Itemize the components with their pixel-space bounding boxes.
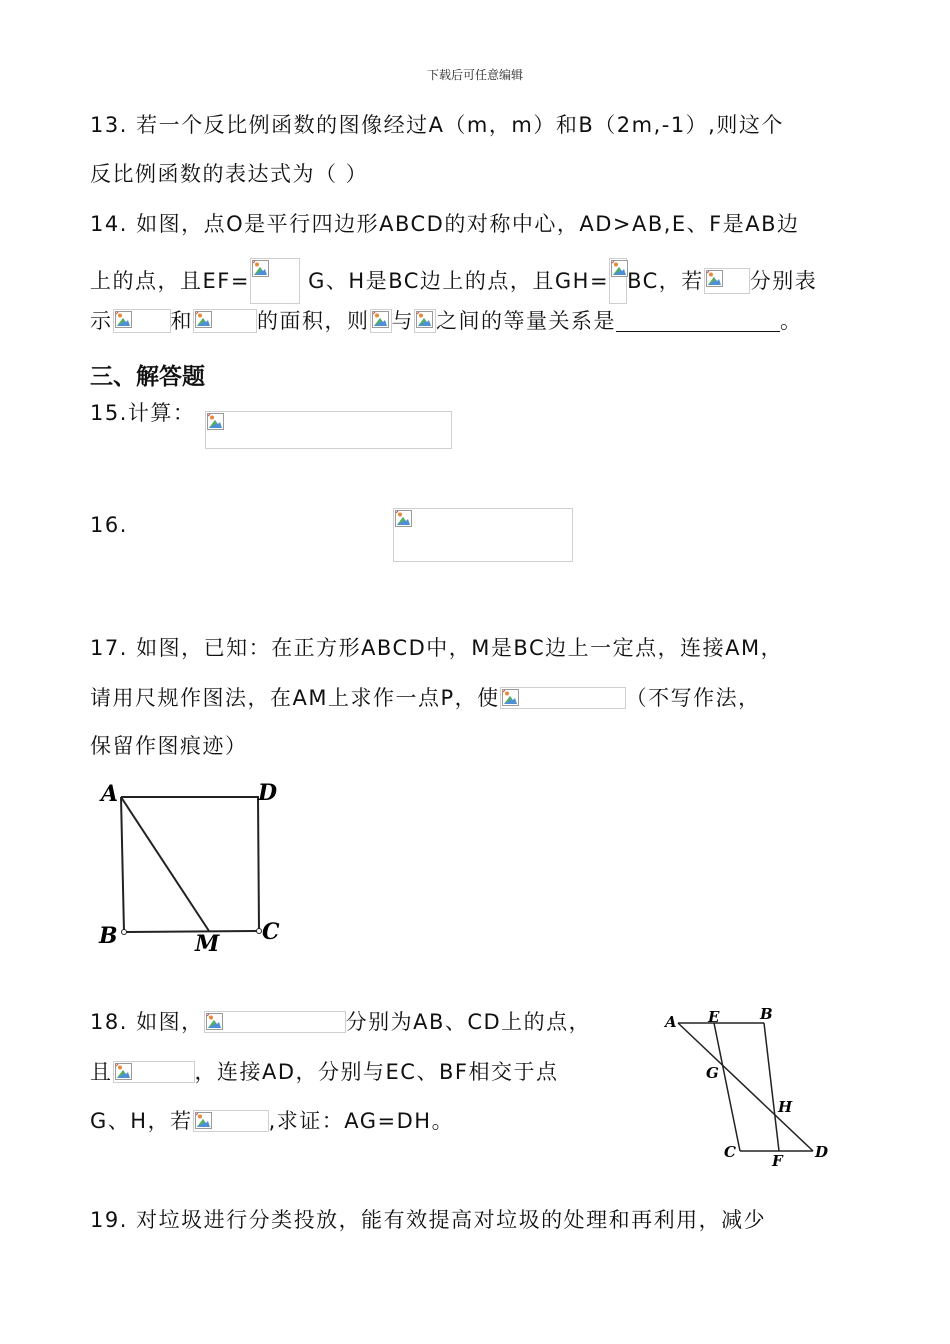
formula-image: [113, 309, 171, 333]
formula-image: [204, 1011, 346, 1033]
q14-line3-text-a: 示: [90, 309, 113, 333]
segment-ec: [714, 1023, 740, 1151]
broken-image-icon: [706, 270, 723, 287]
broken-image-icon: [195, 1112, 212, 1129]
q14-line3-text-c: 的面积，则: [257, 309, 370, 333]
q13-line2: 反比例函数的表达式为（ ）: [90, 162, 369, 186]
broken-image-icon: [115, 311, 132, 328]
parallelogram-figure: [660, 1000, 840, 1172]
formula-image: [113, 1061, 195, 1083]
point-b-dot: [122, 930, 127, 935]
segment-bf: [764, 1023, 779, 1151]
formula-image: [193, 309, 257, 333]
q17-line1: 17. 如图，已知：在正方形ABCD中，M是BC边上一定点，连接AM，: [90, 636, 784, 660]
q14-line2-text-d: 分别表: [749, 269, 818, 293]
label-a: A: [101, 781, 119, 807]
label-b: B: [99, 923, 118, 949]
square-figure: [95, 778, 295, 963]
broken-image-icon: [611, 260, 628, 277]
label-d: D: [815, 1143, 829, 1161]
q17-line2: [90, 682, 761, 713]
broken-image-icon: [115, 1063, 132, 1080]
q18-line3: [90, 1105, 454, 1136]
formula-image: [609, 258, 627, 304]
q14-line2-text-c: BC，若: [627, 269, 704, 293]
formula-image: [500, 687, 626, 709]
broken-image-icon: [252, 260, 269, 277]
label-c: C: [262, 919, 280, 945]
q14-line1: 14. 如图，点O是平行四边形ABCD的对称中心，AD>AB,E、F是AB边: [90, 212, 800, 236]
formula-image-q16: [393, 508, 573, 562]
q18-line2-text-b: ，连接AD，分别与EC、BF相交于点: [194, 1060, 559, 1084]
label-e: E: [708, 1008, 720, 1026]
q18-line2-text-a: 且: [90, 1060, 113, 1084]
formula-image: [414, 309, 436, 333]
label-c: C: [724, 1143, 736, 1161]
q14-line3: [90, 305, 803, 336]
broken-image-icon: [195, 311, 212, 328]
q17-line2-text-a: 请用尺规作图法，在AM上求作一点P，使: [90, 686, 500, 710]
q17-line3: 保留作图痕迹）: [90, 734, 248, 758]
q14-line2-text-b: G、H是BC边上的点，且GH=: [299, 269, 610, 293]
q18-line1-text-b: 分别为AB、CD上的点，: [345, 1010, 592, 1034]
label-g: G: [706, 1064, 719, 1082]
broken-image-icon: [372, 311, 389, 328]
q14-line2-text-a: 上的点，且EF=: [90, 269, 250, 293]
q18-line3-text-a: G、H，若: [90, 1109, 193, 1133]
segment-ad: [678, 1023, 813, 1151]
broken-image-icon: [502, 689, 519, 706]
q18-line1-text-a: 18. 如图，: [90, 1010, 204, 1034]
label-b: B: [760, 1005, 773, 1023]
segment-am: [121, 797, 209, 931]
broken-image-icon: [395, 510, 412, 527]
formula-image: [704, 268, 750, 294]
section-title: 三、解答题: [90, 364, 205, 390]
broken-image-icon: [416, 311, 433, 328]
answer-blank: [616, 311, 780, 332]
q14-line3-text-d: 与: [391, 309, 414, 333]
q18-line2: [90, 1056, 558, 1087]
q14-line3-text-f: 。: [780, 309, 803, 333]
point-c-dot: [257, 929, 262, 934]
q14-line2: [90, 258, 817, 304]
square-abcd: [121, 797, 259, 932]
label-f: F: [772, 1152, 783, 1170]
formula-image: [193, 1110, 269, 1132]
label-d: D: [258, 780, 278, 806]
formula-image: [250, 258, 300, 304]
q17-line2-text-b: （不写作法，: [625, 686, 761, 710]
broken-image-icon: [206, 1013, 223, 1030]
q14-line3-text-b: 和: [170, 309, 193, 333]
q18-line3-text-b: ,求证：AG=DH。: [268, 1109, 455, 1133]
label-h: H: [778, 1098, 793, 1116]
q15-label: 15.计算：: [90, 401, 196, 425]
q14-line3-text-e: 之间的等量关系是: [436, 309, 616, 333]
formula-image: [370, 309, 392, 333]
q19-line1: 19. 对垃圾进行分类投放，能有效提高对垃圾的处理和再利用，减少: [90, 1208, 767, 1232]
broken-image-icon: [207, 413, 224, 430]
q18-line1: [90, 1006, 591, 1037]
page-header: 下载后可任意编辑: [426, 68, 523, 82]
formula-image-q15: [205, 411, 452, 449]
q16-label: 16.: [90, 513, 128, 537]
label-m: M: [195, 931, 220, 957]
label-a: A: [665, 1013, 677, 1031]
q13-line1: 13. 若一个反比例函数的图像经过A（m，m）和B（2m,-1）,则这个: [90, 113, 784, 137]
